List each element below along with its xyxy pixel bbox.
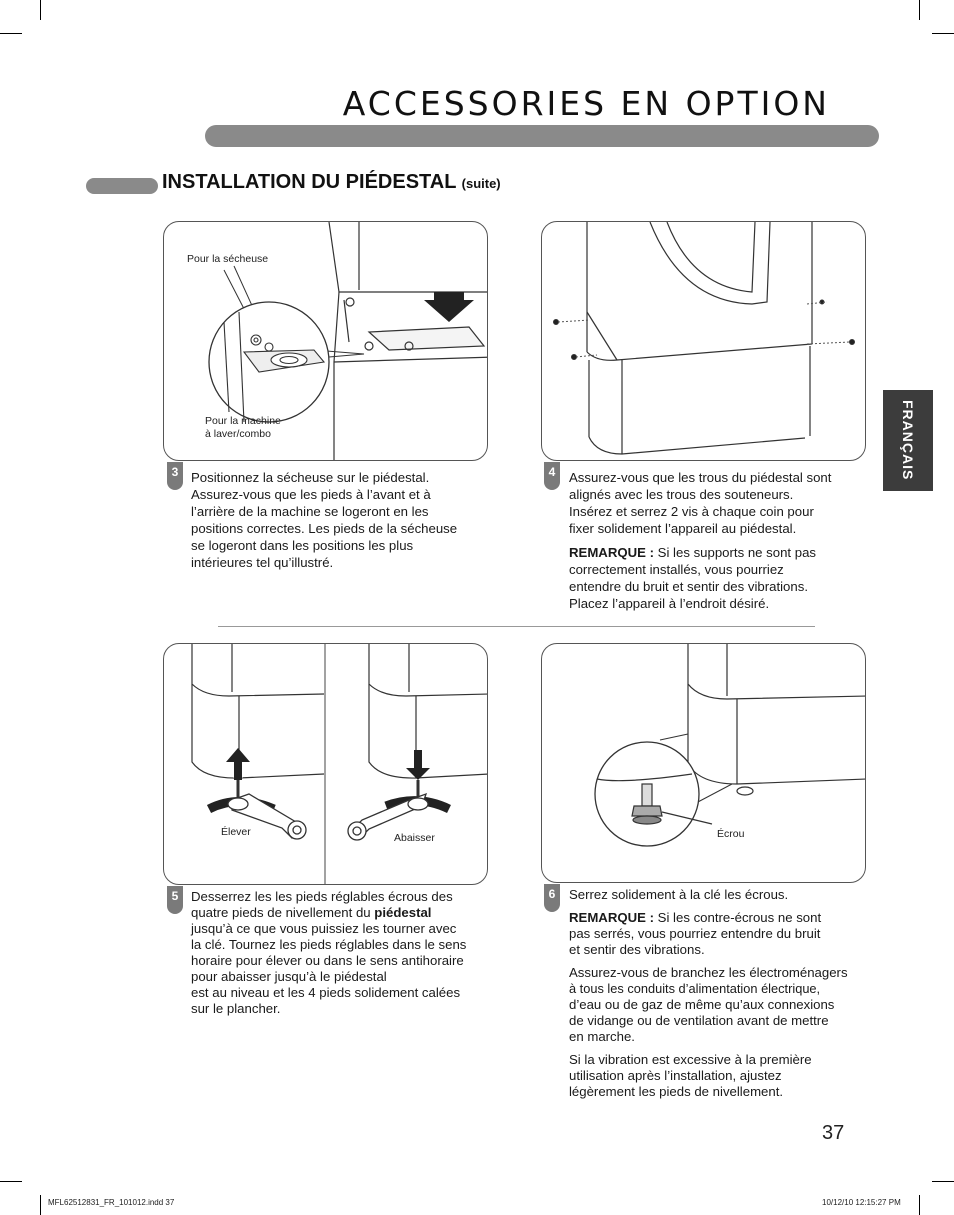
figure-step-6 xyxy=(541,643,866,883)
note-label: REMARQUE : xyxy=(569,910,654,925)
crop-mark xyxy=(932,1181,954,1182)
step-3-line: l’arrière de la machine se logeront en les xyxy=(191,504,429,519)
step-6-note-line: Si les contre-écrous ne sont xyxy=(657,910,822,925)
step-6-line: de vidange ou de ventilation avant de mettre xyxy=(569,1013,829,1028)
step-4-note xyxy=(569,544,869,612)
crop-mark xyxy=(919,0,920,20)
step-4-note-line: entendre du bruit et sentir des vibrations. xyxy=(569,579,808,594)
footer-file-info: MFL62512831_FR_101012.indd 37 xyxy=(48,1198,175,1207)
step-4-badge: 4 xyxy=(544,462,560,490)
washer-position-label-line-2: à laver/combo xyxy=(205,428,271,440)
title-bar xyxy=(205,125,879,147)
step-6-line: en marche. xyxy=(569,1029,635,1044)
step-4-line: Assurez-vous que les trous du piédestal sont xyxy=(569,470,832,485)
step-4-line: alignés avec les trous des souteneurs. xyxy=(569,487,794,502)
crop-mark xyxy=(919,1195,920,1215)
step-6-badge: 6 xyxy=(544,884,560,912)
step-6-note-line: pas serrés, vous pourriez entendre du bruit xyxy=(569,926,821,941)
step-5-line: la clé. Tournez les pieds réglables dans le sens xyxy=(191,937,467,952)
step-6-text xyxy=(569,887,869,1107)
step-3-line: positions correctes. Les pieds de la sécheuse xyxy=(191,521,458,536)
step-3-line: se logeront dans les positions les plus xyxy=(191,538,414,553)
step-5-line: pour abaisser jusqu’à le piédestal xyxy=(191,969,387,984)
section-title-suffix: (suite) xyxy=(461,176,501,191)
crop-mark xyxy=(40,0,41,20)
step-3-line: intérieures tel qu’illustré. xyxy=(191,555,334,570)
step-5-line xyxy=(191,905,491,921)
tighten-nuts-illustration xyxy=(542,644,866,883)
step-5-bold-word: piédestal xyxy=(374,905,432,920)
screw-insertion-illustration xyxy=(542,222,866,461)
step-4-note-line: Placez l’appareil à l’endroit désiré. xyxy=(569,596,770,611)
language-tab xyxy=(883,390,933,491)
step-6-paragraph: Serrez solidement à la clé les écrous. xyxy=(569,887,789,902)
step-3-line: Assurez-vous que les pieds à l’avant et à xyxy=(191,487,431,502)
step-5-badge: 5 xyxy=(167,886,183,914)
nut-label: Écrou xyxy=(717,828,745,840)
crop-mark xyxy=(0,1181,22,1182)
step-5-line: est au niveau et les 4 pieds solidement calées xyxy=(191,985,461,1000)
step-4-line: Insérez et serrez 2 vis à chaque coin pour xyxy=(569,504,814,519)
step-6-line: utilisation après l’installation, ajustez xyxy=(569,1068,782,1083)
figure-step-4 xyxy=(541,221,866,461)
leveling-feet-illustration xyxy=(164,644,488,885)
step-3-line: Positionnez la sécheuse sur le piédestal. xyxy=(191,470,430,485)
step-6-line: Assurez-vous de branchez les électroménagers xyxy=(569,965,848,980)
raise-label: Élever xyxy=(221,826,251,838)
step-6-note-line: et sentir des vibrations. xyxy=(569,942,705,957)
step-6-paragraph xyxy=(569,1052,869,1100)
figure-step-5 xyxy=(163,643,488,885)
lower-label: Abaisser xyxy=(394,832,435,844)
step-6-line: Si la vibration est excessive à la première xyxy=(569,1052,812,1067)
note-label: REMARQUE : xyxy=(569,545,654,560)
step-4-text xyxy=(569,469,869,619)
step-4-paragraph xyxy=(569,469,869,537)
language-tab-label: FRANÇAIS xyxy=(900,400,916,481)
step-5-text xyxy=(191,889,491,1017)
step-4-note-line: Si les supports ne sont pas xyxy=(657,545,817,560)
footer-timestamp: 10/12/10 12:15:27 PM xyxy=(822,1198,901,1207)
step-5-line: sur le plancher. xyxy=(191,1001,281,1016)
step-3-text xyxy=(191,469,491,571)
section-pill xyxy=(86,178,158,194)
step-4-note-line: correctement installés, vous pourriez xyxy=(569,562,784,577)
section-divider xyxy=(218,626,815,627)
step-6-line: à tous les conduits d’alimentation électrique, xyxy=(569,981,821,996)
washer-position-label-line-1: Pour la machine xyxy=(205,415,281,427)
step-3-badge: 3 xyxy=(167,462,183,490)
step-4-line: fixer solidement l’appareil au piédestal. xyxy=(569,521,797,536)
section-title xyxy=(162,171,501,194)
step-6-line: d’eau ou de gaz de même qu’aux connexions xyxy=(569,997,835,1012)
page-number: 37 xyxy=(822,1122,845,1144)
figure-step-3 xyxy=(163,221,488,461)
section-title-text: INSTALLATION DU PIÉDESTAL xyxy=(162,171,457,193)
crop-mark xyxy=(40,1195,41,1215)
step-5-line: horaire pour élever ou dans le sens antihoraire xyxy=(191,953,464,968)
crop-mark xyxy=(0,33,22,34)
crop-mark xyxy=(932,33,954,34)
step-6-paragraph xyxy=(569,965,869,1045)
step-5-line-text: quatre pieds de nivellement du xyxy=(191,905,371,920)
step-6-line: légèrement les pieds de nivellement. xyxy=(569,1084,784,1099)
step-5-line: Desserrez les les pieds réglables écrous des xyxy=(191,889,453,904)
page-title: ACCESSORIES EN OPTION xyxy=(342,84,830,123)
step-5-line: jusqu’à ce que vous puissiez les tourner avec xyxy=(191,921,457,936)
step-6-note xyxy=(569,910,869,958)
dryer-position-label: Pour la sécheuse xyxy=(187,253,269,265)
